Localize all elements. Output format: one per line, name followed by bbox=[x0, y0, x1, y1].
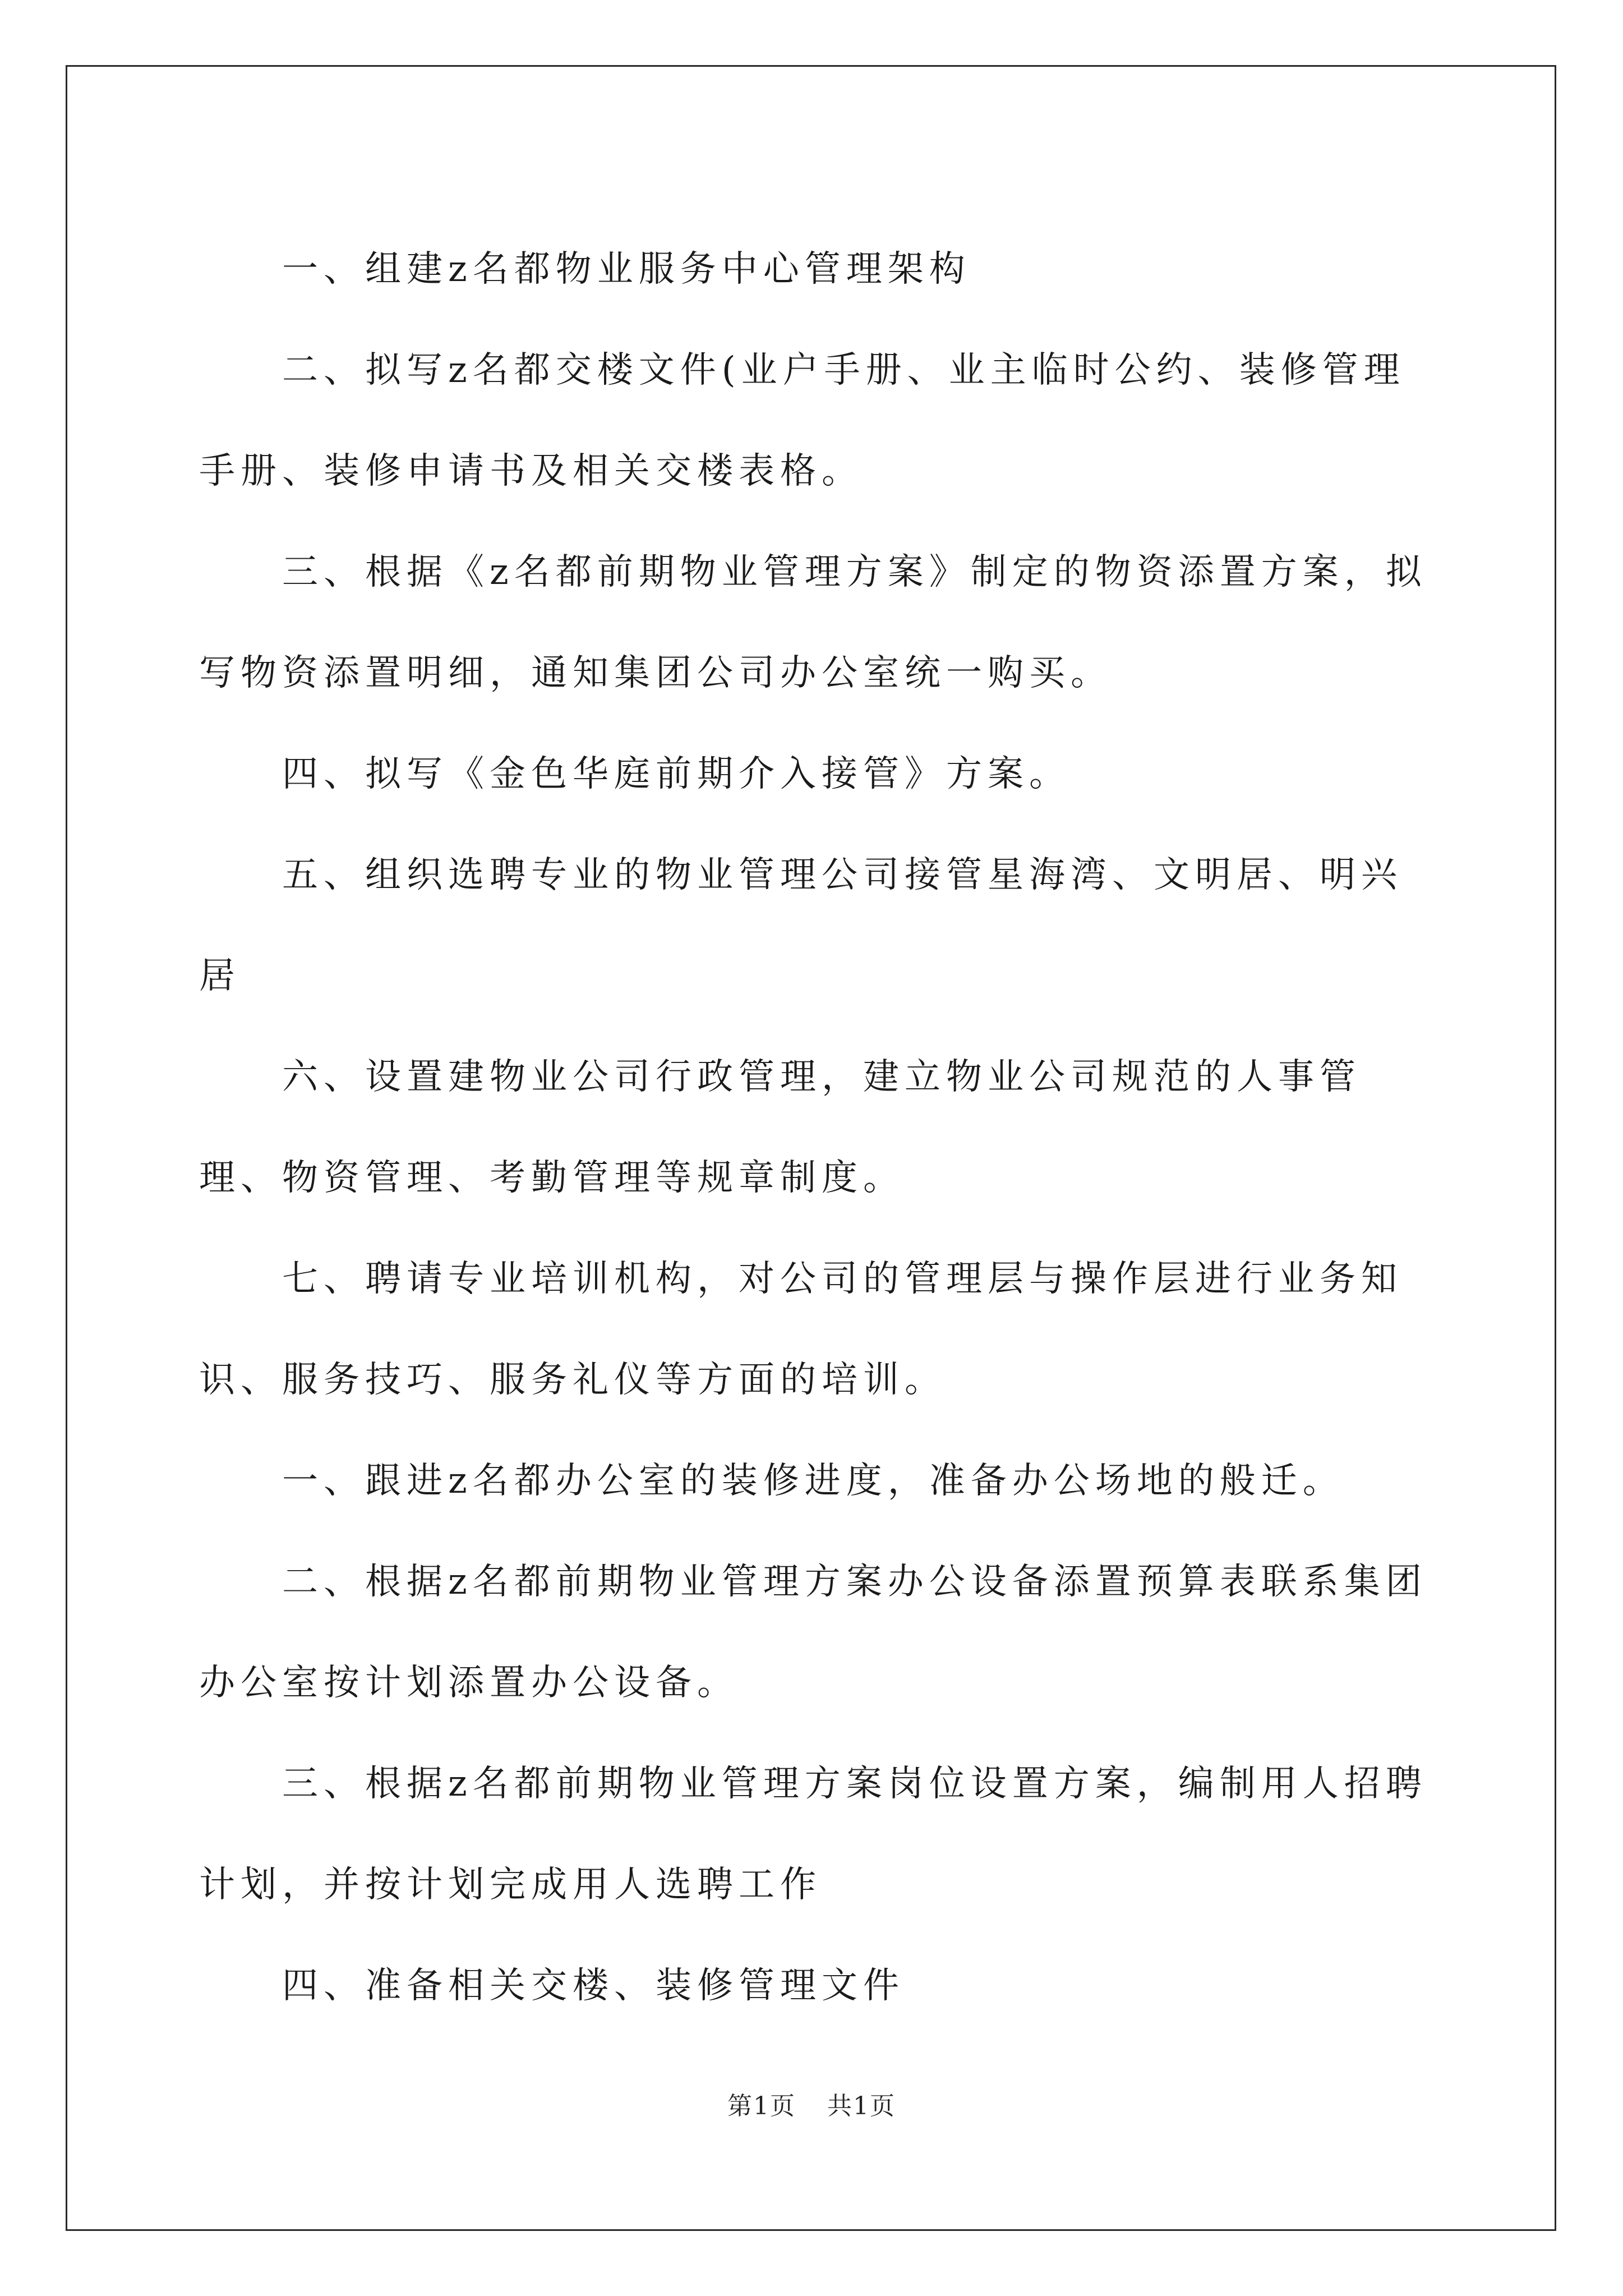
paragraph-1: 一、组建z名都物业服务中心管理架构 bbox=[282, 249, 971, 290]
paragraph-11: 四、准备相关交楼、装修管理文件 bbox=[282, 1965, 905, 2007]
paragraph-10: 三、根据z名都前期物业管理方案岗位设置方案，编制用人招聘计划，并按计划完成用人选聘工作 bbox=[199, 1763, 1427, 1906]
paragraph-9: 二、根据z名都前期物业管理方案办公设备添置预算表联系集团办公室按计划添置办公设备。 bbox=[199, 1561, 1427, 1704]
paragraph-6: 六、设置建物业公司行政管理，建立物业公司规范的人事管理、物资管理、考勤管理等规章制度。 bbox=[199, 1056, 1361, 1199]
paragraph-8: 一、跟进z名都办公室的装修进度，准备办公场地的般迁。 bbox=[282, 1460, 1344, 1502]
page-number: 第1页 bbox=[727, 2092, 796, 2120]
paragraph-2: 二、拟写z名都交楼文件(业户手册、业主临时公约、装修管理手册、装修申请书及相关交楼表格。 bbox=[199, 349, 1405, 492]
page-footer bbox=[0, 2086, 1623, 2122]
paragraph-3: 三、根据《z名都前期物业管理方案》制定的物资添置方案，拟写物资添置明细，通知集团公司办公室统一购买。 bbox=[199, 551, 1427, 694]
document-body bbox=[199, 219, 1441, 2036]
page-total: 共1页 bbox=[827, 2092, 896, 2120]
paragraph-5: 五、组织选聘专业的物业管理公司接管星海湾、文明居、明兴居 bbox=[199, 854, 1403, 997]
paragraph-4: 四、拟写《金色华庭前期介入接管》方案。 bbox=[282, 753, 1071, 795]
paragraph-7: 七、聘请专业培训机构，对公司的管理层与操作层进行业务知识、服务技巧、服务礼仪等方面的培训。 bbox=[199, 1258, 1403, 1401]
